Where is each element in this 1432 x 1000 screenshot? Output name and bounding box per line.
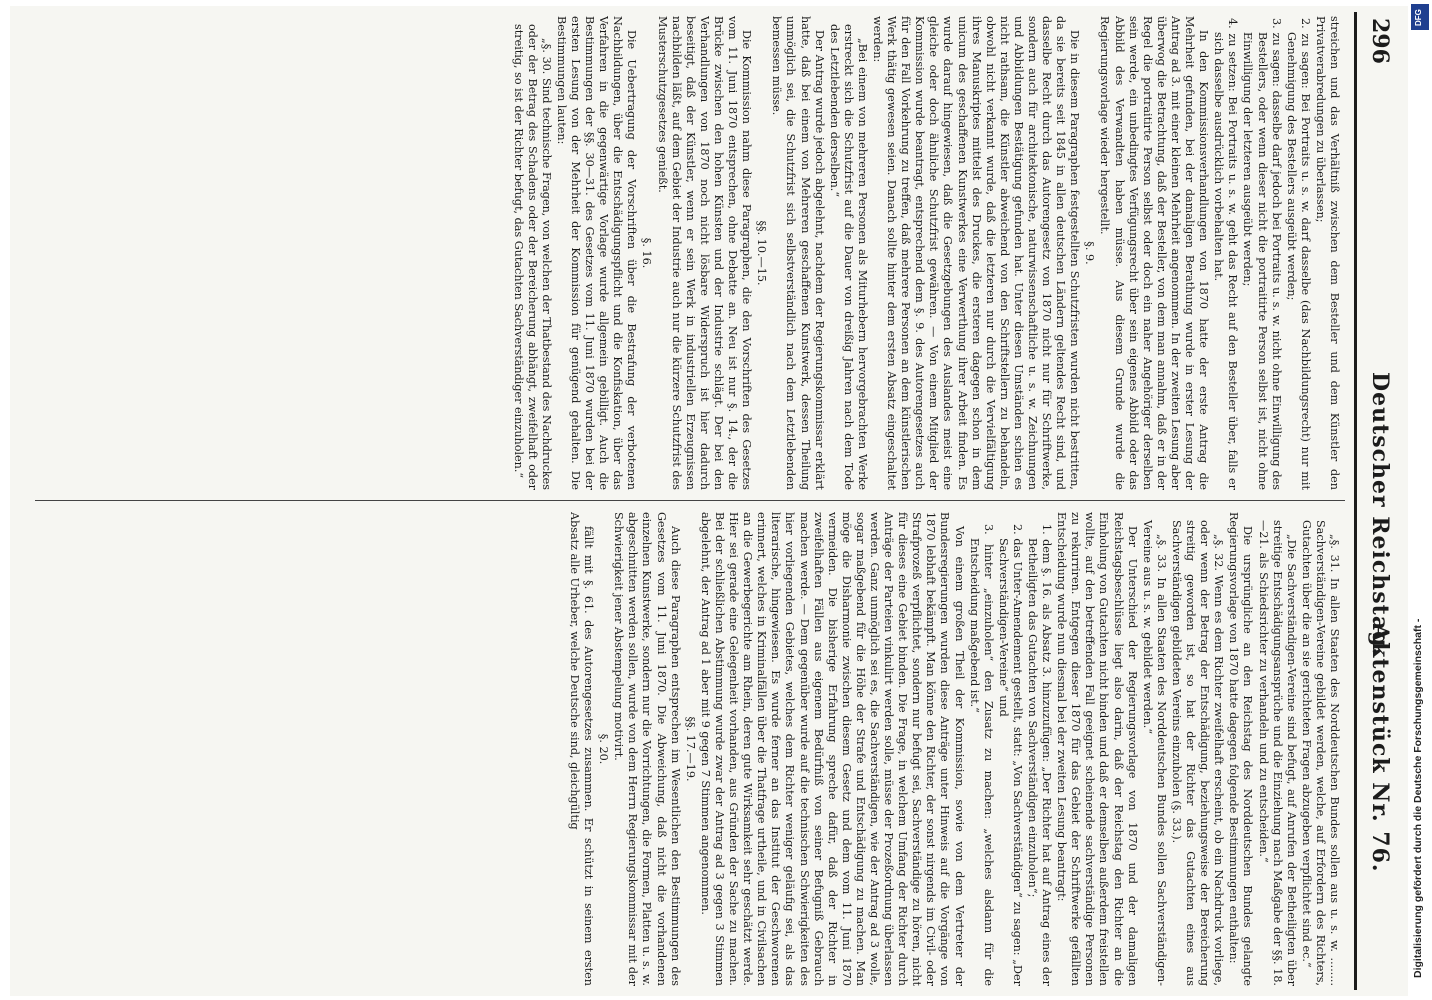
left-column [41,16,1341,490]
paragraph: Die Kommission nahm diese Paragraphen, die den Vorschriften des Gesetzes vom 11. Juni 1870 entsprechen, ohne Debatte an. Neu ist nur §. 14., der die Brücke zwischen den hohen Künsten und der Industrie schlägt. Der bei den Verhandlungen von 1870 noch nicht lösbare Widerspruch ist hier dadurch beseitigt, daß der Künstler, wenn er sein Werk in industriellen Erzeugnissen nachbilden läßt, auf dem Gebiet der Industrie auch nur die kürzere Schutzfrist des Musterschutzgesetzes genießt. [655,16,754,490]
section-heading: §. 20. [597,733,611,765]
scanned-page [10,6,1408,996]
paragraph: Von einem großen Theil der Kommission, sowie von dem Vertreter der Bundesregierungen wurden diese Anträge unter Hinweis auf die Vorgänge von 1870 lebhaft bekämpft. Man könne den Richter, der sonst nirgends im Civil- oder Strafprozeß verpflichtet, sondern nur befugt sei, Sachverständige zu hören, nicht für dieses eine Gebiet binden. Die Frage, in welchem Umfang der Richter durch Anträge der Parteien vinkulirt werden solle, müsse der Prozeßordnung überlassen werden. Ganz unmöglich sei es, die Sachverständigen, wie der Antrag ad 3 wolle, sogar maßgebend für die Höhe der Strafe und Entschädigung zu machen. Man möge die Disharmonie zwischen diesem Gesetz und dem vom 11. Juni 1870 vermeiden. Die bisherige Erfahrung spreche dafür, daß der Richter in zweifelhaften Fällen aus eigenem Bedürfniß von seiner Befugniß Gebrauch machen werde. — Dem gegenüber wurde auf die technischen Schwierigkeiten des hier vorliegenden Gebietes, welches dem Richter weniger geläufig sei, als das literarische, hingewiesen. Es wurde ferner an das Institut der Geschworenen erinnert, welches in Kriminalfällen über die Thatfrage urtheile, und in Civilsachen an die Gewerbegerichte am Rhein, deren gute Wirksamkeit sehr geschätzt werde. Hier sei gerade eine Gelegenheit vorhanden, aus Gründen der Sache zu machen. Bei der schließlichen Abstimmung wurde zwar der Antrag ad 3 gegen 3 Stimmen abgelehnt, der Antrag ad 1 aber mit 9 gegen 7 Stimmen angenommen. [698,512,966,986]
list-item: 4. zu setzen: Bei Portraits u. s. w. geht das Recht auf den Besteller über, falls er sich dasselbe ausdrücklich vorbehalten hat. [1212,18,1240,490]
quoted-text: „§. 33. In allen Staaten des Norddeutschen Bundes sollen Sachverständigen-Vereine aus u. s. w. gebildet werden.“ [1140,520,1168,986]
dfg-logo [1411,4,1429,30]
list-item: 2. das Unter-Amendement gestellt, statt: „Von Sachverständigen“ zu sagen: „Der Sachverständigen-Vereine“ und [996,524,1024,986]
paragraph: Der Unterschied der Regierungsvorlage von 1870 und der damaligen Reichstagsbeschlüsse liegt also darin, daß der Reichstag den Richter an die Einholung von Gutachten nicht binden und daß er demselben außerdem freistellen wollte, auf den betreffenden Fall geeignet scheinende sachverständige Personen zu rekurriren. Entgegen dieser 1870 für das Gebiet der Schriftwerke gefällten Entscheidung wurde nun diesmal bei der zweiten Lesung beantragt: [1055,512,1139,986]
paragraph: fällt mit §. 61. des Autorengesetzes zusammen. Er schützt in seinem ersten Absatz alle Urheber, welche Deutsche sind, gleichgültig [568,512,596,986]
section-heading: §§. 17.—19. [683,716,697,782]
quoted-text: „§. 31. In allen Staaten des Norddeutschen Bundes sollen aus u. s. w. ........ Sachverständigen-Vereine gebildet werden, welche, auf Erfordern des Richters, Gutachten über die an sie gerichteten Fragen abzugeben verpflichtet sind ec.“ [1299,520,1341,986]
digitization-credit: Digitalisierung gefördert durch die Deutsche Forschungsgemeinschaft - [1412,618,1424,978]
quoted-text: „Bei einem von mehreren Personen als Miturhebern hervorgebrachten Werke erstreckt sich die Schutzfrist auf die Dauer von dreißig Jahren nach dem Tode des Letztlebenden derselben.“ [827,24,869,490]
page-number: 296 [1367,18,1393,64]
paragraph: Die ursprüngliche an den Reichstag des Norddeutschen Bundes gelangte Regierungsvorlage von 1870 hatte dagegen folgende Bestimmungen enthalten: [1227,512,1255,986]
right-column [41,512,1341,986]
list-item: 2. zu sagen: Bei Portraits u. s. w. darf dasselbe (das Nachbildungsrecht) nur mit Genehmigung des Bestellers ausgeübt werden; [1284,18,1312,490]
paragraph: Auch diese Paragraphen entsprechen im Wesentlichen den Bestimmungen des Gesetzes vom 11. Juni 1870. Die Abweichung, daß nicht die vorhandenen einzelnen Kunstwerke, sondern nur die Vorrichtungen, die Formen, Platten u. s. w. abgeschnitten werden sollen, wurde von dem Herrn Regierungskommissar mit der Schwierigkeit jener Abstempelung motivirt. [612,512,682,986]
paragraph: In den Kommissionsverhandlungen von 1870 hatte der erste Antrag die Mehrheit gefunden, bei der damaligen Berathung wurde in erster Lesung der Antrag ad 3. mit einer kleinen Mehrheit angenommen. In der zweiten Lesung aber überwog die Betrachtung, daß der Besteller, von dem man annahm, daß er in der Regel die portraitirte Person selbst oder doch ein naher Angehöriger derselben sein werde, ein unbedingtes Verfügungsrecht über sein eigenes Abbild oder das Abbild des Verwandten haben müsse. Aus diesem Grunde wurde die Regierungsvorlage wieder hergestellt. [1098,16,1211,490]
paragraph: Die in diesem Paragraphen festgestellten Schutzfristen wurden nicht bestritten, da sie bereits seit 1845 in allen deutschen Ländern geltendes Recht sind, und dasselbe Recht durch das Autorengesetz von 1870 nicht nur für Schriftwerke, sondern auch für architektonische, naturwissenschaftliche u. s. w. Zeichnungen und Abbildungen Bestätigung gefunden hat. Unter diesen Umständen schien es nicht rathsam, die Künstler abweichend von den Schriftstellern zu behandeln, obwohl nicht verkannt wurde, daß die letzteren nur durch die Vervielfältigung ihres Manuskriptes mittelst des Druckes, die ersteren dagegen schon in dem unicum des geschaffenen Kunstwerkes eine Verwerthung ihrer Arbeit finden. Es wurde darauf hingewiesen, daß die Gesetzgebungen des Auslandes meist eine gleiche oder doch ähnliche Schutzfrist gewähren. — Von einem Mitglied der Kommission wurde beantragt, entsprechend dem §. 9. des Autorengesetzes auch für den Fall Vorkehrung zu treffen, daß mehrere Personen an dem künstlerischen Werk thätig gewesen seien. Danach sollte hinter dem ersten Absatz eingeschaltet werden: [871,16,1082,490]
list-item: 3. zu sagen: dasselbe darf jedoch bei Portraits u. s. w. nicht ohne Einwilligung des Bestellers, oder wenn dieser nicht die portraitirte Person selbst ist, nicht ohne Einwilligung der letzteren ausgeübt werden; [1241,18,1283,490]
header-rule [1354,12,1357,990]
page-header [1355,12,1399,990]
quoted-text: „§. 30. Sind technische Fragen, von welchen der Thatbestand des Nachdruckes oder der Betrag des Schadens oder der Bereicherung abhängt, zweifelhaft oder streitig, so ist der Richter befugt, das Gutachten Sachverständiger einzuholen.“ [511,24,553,490]
column-divider [35,500,1345,501]
section-heading: §. 9. [1083,241,1097,265]
header-title-right: Aktenstück Nr. 76. [1367,624,1393,873]
quoted-text: „Die Sachverständigen-Vereine sind befugt, auf Anrufen der Betheiligten über streitige Entschädigungsansprüche und die Einziehung nach Maßgabe der §§. 18.—21. als Schiedsrichter zu verhandeln und zu entscheiden.“ [1256,520,1298,986]
dfg-logo-text: DFG [1414,9,1423,26]
list-item: 1. dem §. 16. als Absatz 3. hinzuzufügen: „Der Richter hat auf Antrag eines der Betheiligten das Gutachten von Sachverständigen einzuholen“; [1026,524,1054,986]
paragraph: Die Uebertragung der Vorschriften über die Bestrafung der verbotenen Nachbildungen, über die Entschädigungspflicht und die Konfiskation, über das Verfahren in die gegenwärtige Vorlage wurde allgemein gebilligt. Auch die Bestimmungen der §§. 30—31. des Gesetzes vom 11. Juni 1870 wurden bei der ersten Lesung von der Mehrheit der Kommission für genügend gehalten. Die Bestimmungen lauten: [554,16,639,490]
digitization-sidebar [1408,0,1432,1000]
document-page [21,12,1399,990]
paragraph: Der Antrag wurde jedoch abgelehnt, nachdem der Regierungskommissar erklärt hatte, daß bei einem von Mehreren geschaffenen Kunstwerk, dessen Theilung unmöglich sei, die Schutzfrist sich selbstverständlich nach dem Letztlebenden bemessen müsse. [770,16,826,490]
header-title-left: Deutscher Reichstag. [1367,372,1393,657]
paragraph: streichen und das Verhältniß zwischen dem Besteller und dem Künstler den Privatverabredungen zu überlassen; [1313,16,1341,490]
section-heading: §§. 10.—15. [755,220,769,286]
quoted-text: „§. 32. Wenn es dem Richter zweifelhaft erscheint, ob ein Nachdruck vorliege, oder wenn der Betrag der Entschädigung, beziehungsweise der Bereicherung streitig geworden ist, so hat der Richter das Gutachten eines aus Sachverständigen gebildeten Vereins einzuholen (§. 33.). [1169,520,1226,986]
section-heading: §. 16. [640,237,654,269]
list-item: 3. hinter „einzuholen“ den Zusatz zu machen: „welches alsdann für die Entscheidung maßgebend ist.“ [967,524,995,986]
